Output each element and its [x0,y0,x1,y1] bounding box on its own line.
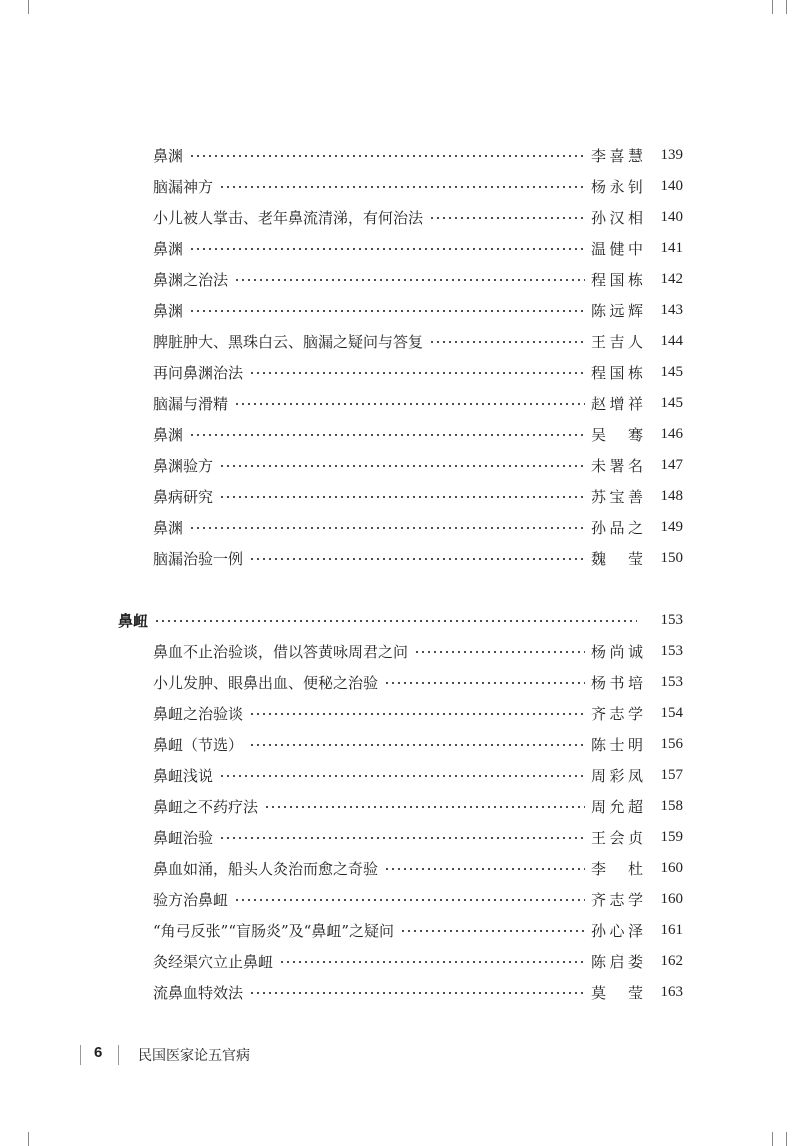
entry-page: 144 [660,332,683,349]
dot-leader [249,713,585,715]
entry-title: 鼻血不止治验谈，借以答黄咏周君之问 [153,642,409,661]
entry-author: 李 杜 [591,859,643,878]
entry-page: 154 [660,704,683,721]
entry-title: 鼻渊之治法 [153,270,229,289]
toc-entry[interactable] [153,360,683,384]
entry-author: 陈远辉 [591,301,643,320]
entry-title: 鼻渊 [153,301,184,320]
toc-entry[interactable] [153,949,683,973]
dot-leader [219,186,585,188]
dot-leader [219,775,585,777]
dot-leader [219,465,585,467]
dot-leader [384,868,585,870]
entry-title: 鼻渊 [153,518,184,537]
entry-author: 李喜慧 [591,146,643,165]
entry-title: 鼻衄浅说 [153,766,214,785]
toc-entry[interactable] [153,918,683,942]
entry-title: 灸经渠穴立止鼻衄 [153,952,274,971]
dot-leader [249,558,585,560]
dot-leader [400,930,585,932]
entry-page: 140 [660,177,683,194]
entry-page: 139 [660,146,683,163]
book-title: 民国医家论五官病 [138,1048,250,1064]
entry-author: 王吉人 [591,332,643,351]
entry-author: 陈士明 [591,735,643,754]
entry-author: 孙汉相 [591,208,643,227]
entry-page: 156 [660,735,683,752]
entry-author: 杨尚诚 [591,642,643,661]
entry-page: 146 [660,425,683,442]
entry-page: 145 [660,363,683,380]
entry-title: 小儿被人掌击、老年鼻流清涕，有何治法 [153,208,424,227]
entry-author: 周彩凤 [591,766,643,785]
entry-author: 齐志学 [591,704,643,723]
crop-mark-top-left [28,0,29,14]
entry-page: 153 [660,642,683,659]
dot-leader [189,527,585,529]
dot-leader [429,217,585,219]
toc-entry[interactable] [153,732,683,756]
dot-leader [234,279,585,281]
entry-page: 143 [660,301,683,318]
toc-entry[interactable] [153,484,683,508]
entry-author: 程国栋 [591,363,643,382]
entry-title: 鼻渊 [153,239,184,258]
crop-mark-bottom-right-2 [786,1132,787,1146]
toc-entry[interactable] [153,236,683,260]
entry-title: 鼻病研究 [153,487,214,506]
entry-author: 王会贞 [591,828,643,847]
toc-entry[interactable] [153,422,683,446]
entry-author: 赵增祥 [591,394,643,413]
toc-entry[interactable] [153,298,683,322]
dot-leader [429,341,585,343]
entry-title: “角弓反张”“盲肠炎”及“鼻衄”之疑问 [153,921,395,940]
entry-author: 孙品之 [591,518,643,537]
entry-author: 程国栋 [591,270,643,289]
entry-title: 再问鼻渊治法 [153,363,244,382]
entry-page: 147 [660,456,683,473]
toc-entry[interactable] [153,143,683,167]
crop-mark-top-right [772,0,773,14]
entry-title: 小儿发肿、眼鼻出血、便秘之治验 [153,673,379,692]
toc-section-heading[interactable] [118,608,683,632]
entry-page: 142 [660,270,683,287]
toc-entry[interactable] [153,701,683,725]
footer-divider-right [118,1045,119,1065]
entry-title: 鼻衄之治验谈 [153,704,244,723]
crop-mark-bottom-left [28,1132,29,1146]
toc-entry[interactable] [153,453,683,477]
page-number: 6 [94,1044,103,1061]
entry-author: 吴 骞 [591,425,643,444]
toc-entry[interactable] [153,856,683,880]
entry-page: 161 [660,921,683,938]
entry-title: 鼻衄（节选） [153,735,244,754]
entry-author: 周允超 [591,797,643,816]
dot-leader [189,310,585,312]
entry-page: 150 [660,549,683,566]
entry-page: 162 [660,952,683,969]
dot-leader [154,620,637,622]
toc-entry[interactable] [153,887,683,911]
entry-page: 149 [660,518,683,535]
entry-page: 159 [660,828,683,845]
toc-entry[interactable] [153,763,683,787]
entry-title: 脑漏神方 [153,177,214,196]
entry-page: 158 [660,797,683,814]
toc-entry[interactable] [153,391,683,415]
crop-mark-top-right-2 [786,0,787,14]
entry-title: 鼻渊 [153,425,184,444]
dot-leader [219,496,585,498]
entry-author: 孙心泽 [591,921,643,940]
toc-entry[interactable] [153,670,683,694]
entry-title: 鼻血如涌，船头人灸治而愈之奇验 [153,859,379,878]
page-footer [0,1040,800,1070]
toc-entry[interactable] [153,794,683,818]
entry-author: 苏宝善 [591,487,643,506]
entry-author: 齐志学 [591,890,643,909]
entry-title: 流鼻血特效法 [153,983,244,1002]
entry-title: 脑漏治验一例 [153,549,244,568]
entry-title: 鼻渊验方 [153,456,214,475]
dot-leader [189,248,585,250]
toc-entry[interactable] [153,267,683,291]
dot-leader [234,403,585,405]
dot-leader [189,155,585,157]
dot-leader [249,992,585,994]
entry-title: 鼻衄 [118,611,149,630]
entry-author: 杨书培 [591,673,643,692]
entry-title: 鼻渊 [153,146,184,165]
entry-author: 温健中 [591,239,643,258]
footer-divider-left [80,1045,81,1065]
entry-author: 陈启娄 [591,952,643,971]
entry-page: 160 [660,890,683,907]
entry-page: 157 [660,766,683,783]
toc-entry[interactable] [153,174,683,198]
dot-leader [249,372,585,374]
dot-leader [279,961,585,963]
dot-leader [384,682,585,684]
entry-title: 脾脏肿大、黑珠白云、脑漏之疑问与答复 [153,332,424,351]
entry-title: 验方治鼻衄 [153,890,229,909]
entry-page: 153 [660,673,683,690]
dot-leader [249,744,585,746]
entry-page: 148 [660,487,683,504]
entry-page: 145 [660,394,683,411]
entry-title: 鼻衄治验 [153,828,214,847]
toc-entry[interactable] [153,980,683,1004]
dot-leader [219,837,585,839]
entry-author: 魏 莹 [591,549,643,568]
toc-entry[interactable] [153,329,683,353]
dot-leader [189,434,585,436]
entry-title: 脑漏与滑精 [153,394,229,413]
entry-title: 鼻衄之不药疗法 [153,797,259,816]
entry-page: 163 [660,983,683,1000]
dot-leader [264,806,585,808]
crop-mark-bottom-right [772,1132,773,1146]
toc-entry[interactable] [153,205,683,229]
toc-entry[interactable] [153,825,683,849]
entry-page: 160 [660,859,683,876]
toc-entry[interactable] [153,546,683,570]
toc-entry[interactable] [153,515,683,539]
toc-entry[interactable] [153,639,683,663]
dot-leader [414,651,585,653]
entry-author: 未署名 [591,456,643,475]
entry-author: 杨永钊 [591,177,643,196]
dot-leader [234,899,585,901]
entry-page: 140 [660,208,683,225]
entry-page: 153 [660,611,683,628]
entry-page: 141 [660,239,683,256]
entry-author: 莫 莹 [591,983,643,1002]
